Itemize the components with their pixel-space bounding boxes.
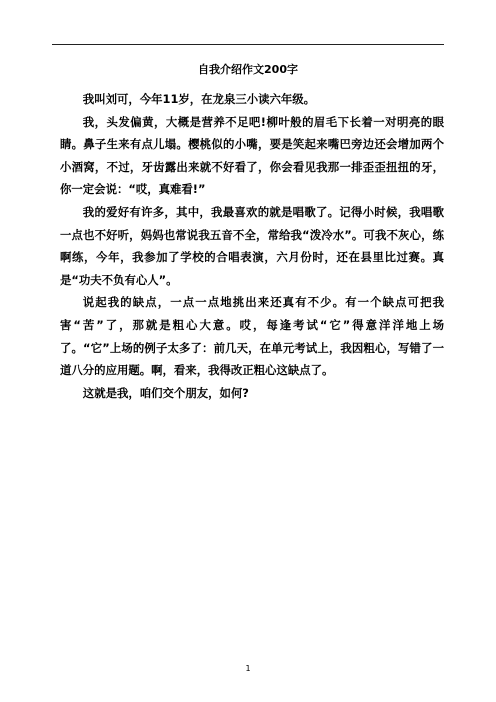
paragraph-shortcoming: 说起我的缺点，一点一点地挑出来还真有不少。有一个缺点可把我害“苦”了，那就是粗心大意。哎，每逢考试“它”得意洋洋地上场了。“它”上场的例子太多了：前几天，在单元考试上，我因粗心，写错了一道八分的应用题。啊，看来，我得改正粗心这缺点了。 [60,295,444,378]
paragraph-intro: 我叫刘可，今年11岁，在龙泉三小读六年级。 [82,92,316,106]
document-title: 自我介绍作文200字 [198,63,298,76]
header-rule [52,44,444,45]
paragraph-closing: 这就是我，咱们交个朋友，如何? [82,385,249,400]
paragraph-hobby: 我的爱好有许多，其中，我最喜欢的就是唱歌了。记得小时候，我唱歌一点也不好听，妈妈也常说我五音不全，常给我“泼冷水”。可我不灰心，练啊练，今年，我参加了学校的合唱表演，六月份时，还在县里比过赛。真是“功夫不负有心人”。 [60,204,444,287]
page-number: 1 [245,664,251,673]
paragraph-appearance: 我，头发偏黄，大概是营养不足吧!柳叶般的眉毛下长着一对明亮的眼睛。鼻子生来有点儿塌。樱桃似的小嘴，要是笑起来嘴巴旁边还会增加两个小酒窝，不过，牙齿露出来就不好看了，你会看见我那一排歪歪扭扭的牙，你一定会说：“哎，真难看!” [60,114,444,197]
document-body [60,88,444,404]
